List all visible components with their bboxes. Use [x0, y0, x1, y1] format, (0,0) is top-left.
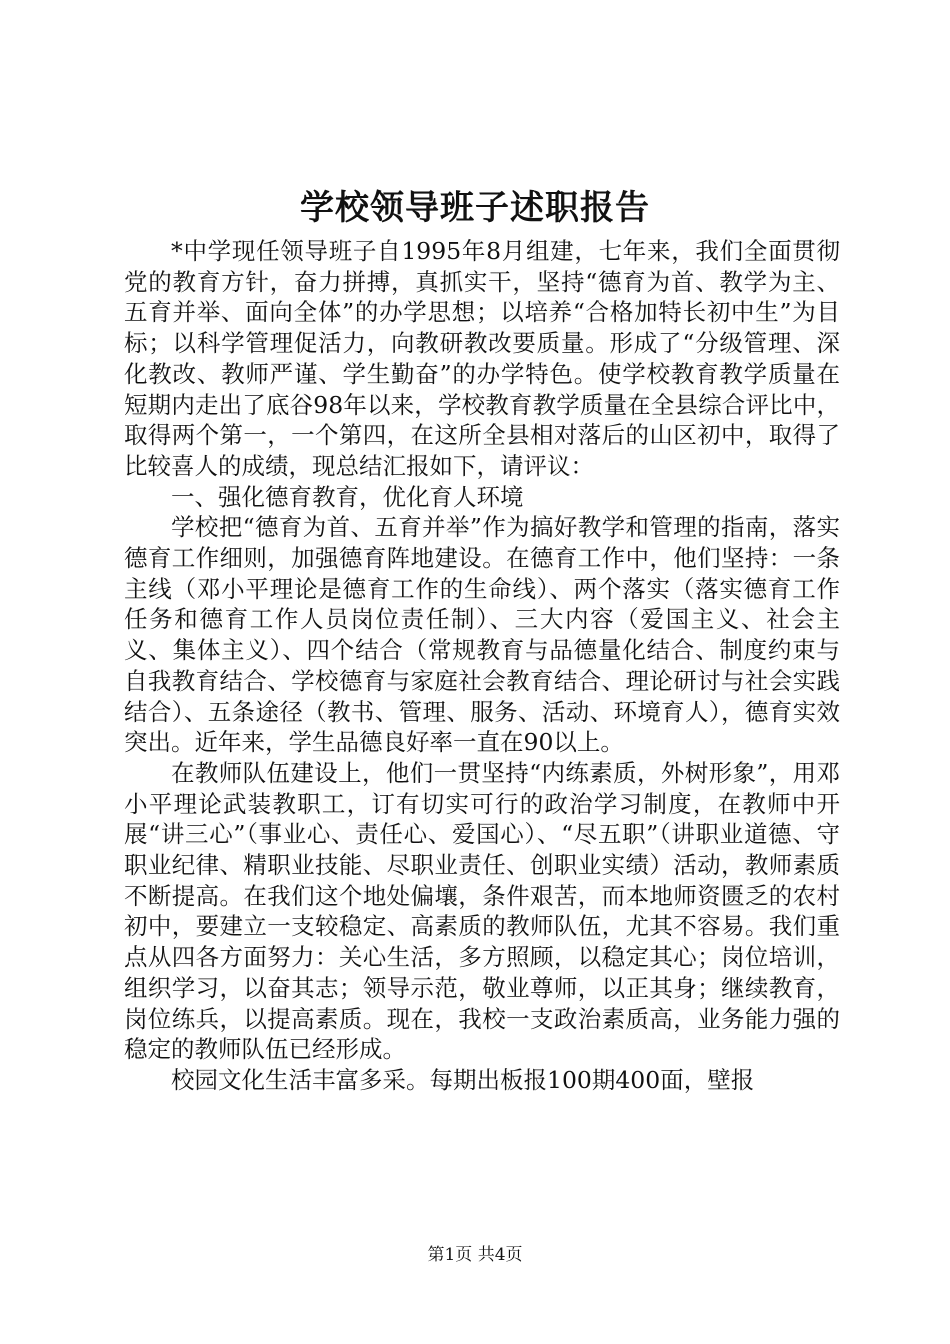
campus-culture-paragraph: 校园文化生活丰富多采。每期出板报100期400面，壁报: [171, 1065, 755, 1094]
section-heading-1: 一、强化德育教育，优化育人环境: [171, 482, 524, 511]
page-footer: 第1页 共4页: [427, 1245, 523, 1265]
teacher-team-paragraph: 在教师队伍建设上，他们一贯坚持“内练素质，外树形象”，用邓小平理论武装教职工，订有切实可行的政治学习制度，在教师中开展“讲三心”（事业心、责任心、爱国心）、“尽五职”（讲职业道德、守职业纪律、精职业技能、尽职业责任、创职业实绩）活动，教师素质不断提高。在我们这个地处偏壤，条件艰苦，而本地师资匮乏的农村初中，要建立一支较稳定、高素质的教师队伍，尤其不容易。我们重点从四各方面努力：关心生活，多方照顾，以稳定其心；岗位培训，组织学习，以奋其志；领导示范，敬业尊师，以正其身；继续教育，岗位练兵，以提高素质。现在，我校一支政治素质高，业务能力强的稳定的教师队伍已经形成。: [124, 758, 840, 1064]
moral-education-paragraph: 学校把“德育为首、五育并举”作为搞好教学和管理的指南，落实德育工作细则，加强德育阵地建设。在德育工作中，他们坚持：一条主线（邓小平理论是德育工作的生命线）、两个落实（落实德育工作任务和德育工作人员岗位责任制）、三大内容（爱国主义、社会主义、集体主义）、四个结合（常规教育与品德量化结合、制度约束与自我教育结合、学校德育与家庭社会教育结合、理论研讨与社会实践结合）、五条途径（教书、管理、服务、活动、环境育人），德育实效突出。近年来，学生品德良好率一直在90以上。: [124, 513, 840, 757]
intro-paragraph: *中学现任领导班子自1995年8月组建，七年来，我们全面贯彻党的教育方针，奋力拼搏，真抓实干，坚持“德育为首、教学为主、五育并举、面向全体”的办学思想；以培养“合格加特长初中生”为目标；以科学管理促活力，向教研教改要质量。形成了“分级管理、深化教改、教师严谨、学生勤奋”的办学特色。使学校教育教学质量在短期内走出了底谷98年以来，学校教育教学质量在全县综合评比中，取得两个第一，一个第四，在这所全县相对落后的山区初中，取得了比较喜人的成绩，现总结汇报如下，请评议：: [124, 237, 840, 480]
document-body: [124, 236, 840, 1096]
document-title: 学校领导班子述职报告: [300, 188, 650, 228]
